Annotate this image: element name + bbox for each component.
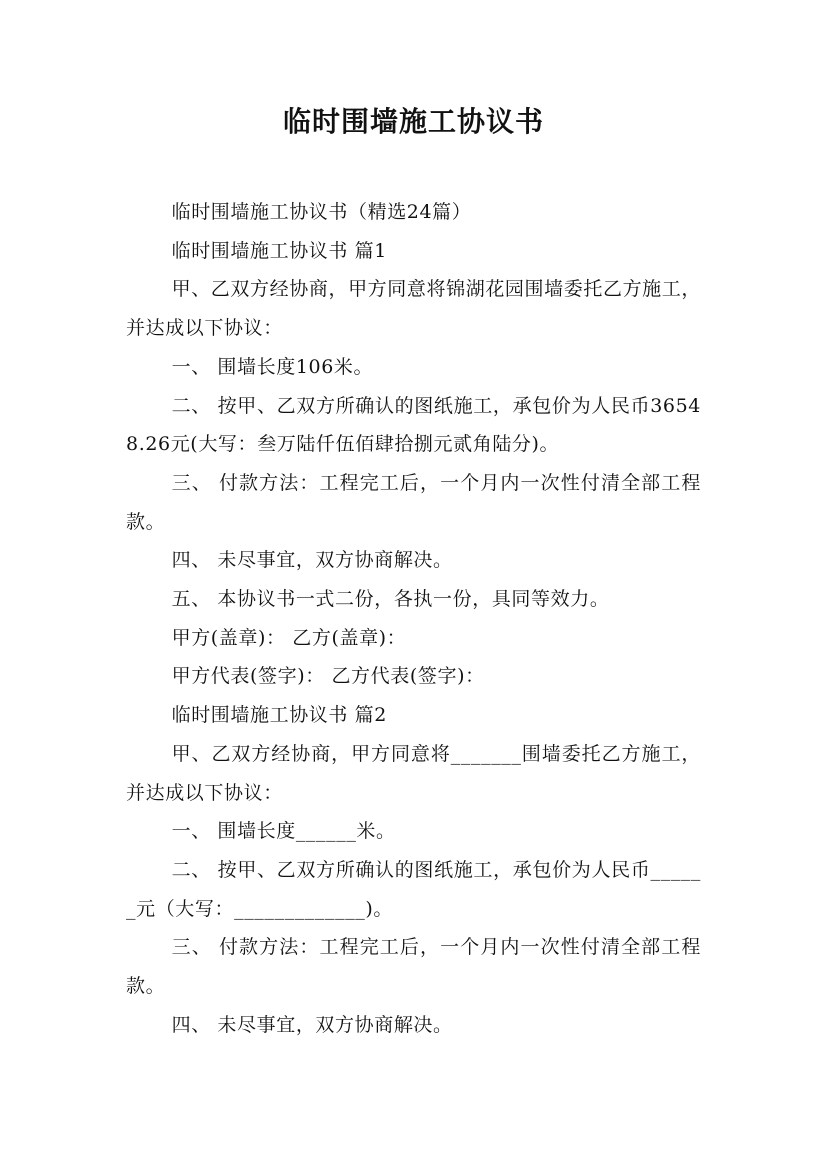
paragraph-collection-heading: 临时围墙施工协议书（精选24篇） <box>171 201 472 223</box>
paragraph-clause-3-2: 三、 付款方法：工程完工后，一个月内一次性付清全部工程款。 <box>126 936 701 998</box>
paragraph-clause-4: 四、 未尽事宜，双方协商解决。 <box>171 549 453 572</box>
paragraph-seal-line: 甲方(盖章)： 乙方(盖章)： <box>171 626 407 649</box>
paragraph-clause-5: 五、 本协议书一式二份，各执一份，具同等效力。 <box>171 588 610 611</box>
document-body <box>126 193 701 1044</box>
paragraph-clause-3: 三、 付款方法：工程完工后，一个月内一次性付清全部工程款。 <box>126 471 701 533</box>
paragraph-clause-4-2: 四、 未尽事宜，双方协商解决。 <box>171 1013 453 1036</box>
paragraph-clause-1-2: 一、 围墙长度______米。 <box>171 820 396 843</box>
document-title: 临时围墙施工协议书 <box>282 105 544 138</box>
paragraph-clause-1: 一、 围墙长度106米。 <box>171 355 374 378</box>
paragraph-agreement-intro: 甲、乙双方经协商，甲方同意将锦湖花园围墙委托乙方施工，并达成以下协议： <box>126 278 701 340</box>
paragraph-section-1-heading: 临时围墙施工协议书 篇1 <box>171 239 387 262</box>
paragraph-signature-line: 甲方代表(签字)： 乙方代表(签字)： <box>171 665 485 688</box>
paragraph-clause-2: 二、 按甲、乙双方所确认的图纸施工，承包价为人民币36548.26元(大写：叁万陆仟伍佰肆拾捌元贰角陆分)。 <box>126 394 701 456</box>
paragraph-section-2-heading: 临时围墙施工协议书 篇2 <box>171 704 387 727</box>
paragraph-clause-2-2: 二、 按甲、乙双方所确认的图纸施工，承包价为人民币______元（大写：_____________)。 <box>126 858 701 920</box>
paragraph-agreement-intro-2: 甲、乙双方经协商，甲方同意将_______围墙委托乙方施工，并达成以下协议： <box>126 742 701 804</box>
